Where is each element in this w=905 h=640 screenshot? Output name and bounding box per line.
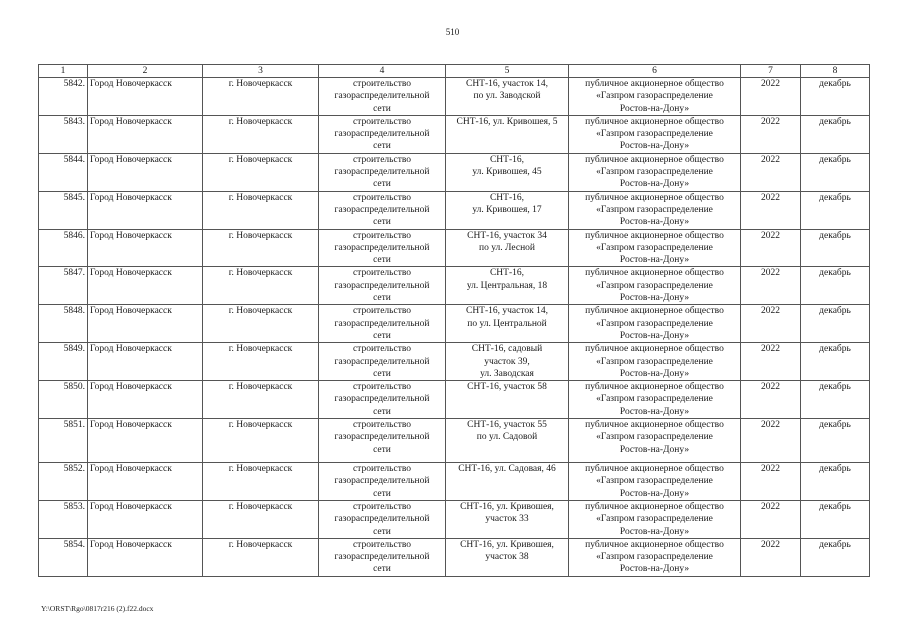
table-row <box>39 78 870 116</box>
organization-cell-line: публичное акционерное общество <box>585 420 724 431</box>
organization-cell <box>569 229 741 267</box>
address-cell <box>446 229 569 267</box>
municipality-cell: Город Новочеркасск <box>88 381 203 419</box>
organization-cell <box>569 343 741 381</box>
col-header-2: 2 <box>88 65 203 78</box>
organization-cell-line: «Газпром газораспределение <box>596 167 713 178</box>
address-cell <box>446 191 569 229</box>
month-cell: декабрь <box>801 381 870 419</box>
table-row <box>39 115 870 153</box>
activity-cell-line: сети <box>373 330 391 341</box>
month-cell: декабрь <box>801 463 870 501</box>
activity-cell-line: строительство <box>352 230 412 241</box>
activity-cell <box>319 78 446 116</box>
organization-cell-line: Ростов-на-Дону» <box>619 179 690 190</box>
row-number-cell: 5850. <box>39 381 88 419</box>
year-cell: 2022 <box>741 463 801 501</box>
activity-cell-line: газораспределительной <box>334 129 430 140</box>
row-number-cell: 5852. <box>39 463 88 501</box>
organization-cell-line: публичное акционерное общество <box>585 539 724 550</box>
municipality-cell: Город Новочеркасск <box>88 500 203 538</box>
municipality-cell: Город Новочеркасск <box>88 463 203 501</box>
month-cell: декабрь <box>801 191 870 229</box>
organization-cell-line: Ростов-на-Дону» <box>619 444 690 455</box>
municipality-cell: Город Новочеркасск <box>88 153 203 191</box>
activity-cell-line: строительство <box>352 192 412 203</box>
activity-cell-line: строительство <box>352 501 412 512</box>
settlement-cell: г. Новочеркасск <box>203 343 319 381</box>
organization-cell-line: публичное акционерное общество <box>585 306 724 317</box>
row-number-cell: 5845. <box>39 191 88 229</box>
month-cell: декабрь <box>801 78 870 116</box>
activity-cell-line: газораспределительной <box>334 318 430 329</box>
municipality-cell: Город Новочеркасск <box>88 191 203 229</box>
address-cell <box>446 463 569 501</box>
organization-cell-line: «Газпром газораспределение <box>596 280 713 291</box>
activity-cell-line: строительство <box>352 306 412 317</box>
organization-cell <box>569 538 741 576</box>
organization-cell-line: публичное акционерное общество <box>585 268 724 279</box>
row-number-cell: 5851. <box>39 419 88 463</box>
settlement-cell: г. Новочеркасск <box>203 538 319 576</box>
organization-cell <box>569 305 741 343</box>
table-row <box>39 191 870 229</box>
activity-cell-line: строительство <box>352 420 412 431</box>
address-cell-line: СНТ-16, ул. Кривошея, <box>460 539 554 550</box>
activity-cell <box>319 538 446 576</box>
year-cell: 2022 <box>741 500 801 538</box>
row-number-cell: 5843. <box>39 115 88 153</box>
address-cell-line: по ул. Центральной <box>467 318 547 329</box>
organization-cell-line: Ростов-на-Дону» <box>619 255 690 266</box>
col-header-8: 8 <box>801 65 870 78</box>
activity-cell-line: строительство <box>352 268 412 279</box>
year-cell: 2022 <box>741 305 801 343</box>
address-cell-line: участок 38 <box>485 552 529 563</box>
address-cell-line: ул. Центральная, 18 <box>466 280 548 291</box>
organization-cell <box>569 153 741 191</box>
activity-cell <box>319 419 446 463</box>
month-cell: декабрь <box>801 229 870 267</box>
row-number-cell: 5844. <box>39 153 88 191</box>
organization-cell <box>569 115 741 153</box>
organization-cell-line: «Газпром газораспределение <box>596 356 713 367</box>
municipality-cell: Город Новочеркасск <box>88 115 203 153</box>
year-cell: 2022 <box>741 343 801 381</box>
activity-cell-line: сети <box>373 179 391 190</box>
activity-cell-line: строительство <box>352 79 412 89</box>
organization-cell <box>569 463 741 501</box>
col-header-4: 4 <box>319 65 446 78</box>
organization-cell-line: Ростов-на-Дону» <box>619 330 690 341</box>
activity-cell-line: газораспределительной <box>334 476 430 487</box>
address-cell <box>446 153 569 191</box>
organization-cell-line: публичное акционерное общество <box>585 192 724 203</box>
table-row <box>39 500 870 538</box>
table-row <box>39 267 870 305</box>
table-row <box>39 305 870 343</box>
month-cell: декабрь <box>801 343 870 381</box>
address-cell <box>446 78 569 116</box>
activity-cell-line: газораспределительной <box>334 204 430 215</box>
address-cell <box>446 500 569 538</box>
table-row <box>39 538 870 576</box>
address-cell-line: по ул. Садовой <box>476 432 538 443</box>
organization-cell-line: «Газпром газораспределение <box>596 514 713 525</box>
organization-cell <box>569 78 741 116</box>
registry-table <box>38 64 870 577</box>
organization-cell-line: «Газпром газораспределение <box>596 432 713 443</box>
organization-cell-line: Ростов-на-Дону» <box>619 103 690 114</box>
settlement-cell: г. Новочеркасск <box>203 500 319 538</box>
year-cell: 2022 <box>741 191 801 229</box>
activity-cell-line: сети <box>373 526 391 537</box>
settlement-cell: г. Новочеркасск <box>203 153 319 191</box>
municipality-cell: Город Новочеркасск <box>88 419 203 463</box>
row-number-cell: 5846. <box>39 229 88 267</box>
table-body <box>39 78 870 577</box>
activity-cell-line: сети <box>373 444 391 455</box>
address-cell-line: СНТ-16, <box>489 268 525 279</box>
organization-cell <box>569 419 741 463</box>
address-cell-line: СНТ-16, <box>489 154 525 165</box>
organization-cell-line: «Газпром газораспределение <box>596 476 713 487</box>
organization-cell-line: «Газпром газораспределение <box>596 394 713 405</box>
organization-cell-line: Ростов-на-Дону» <box>619 526 690 537</box>
address-cell-line: СНТ-16, участок 58 <box>467 382 547 393</box>
organization-cell-line: Ростов-на-Дону» <box>619 293 690 304</box>
year-cell: 2022 <box>741 538 801 576</box>
row-number-cell: 5842. <box>39 78 88 116</box>
address-cell <box>446 305 569 343</box>
activity-cell-line: сети <box>373 488 391 499</box>
table-row <box>39 153 870 191</box>
address-cell-line: СНТ-16, <box>489 192 525 203</box>
row-number-cell: 5853. <box>39 500 88 538</box>
organization-cell <box>569 191 741 229</box>
settlement-cell: г. Новочеркасск <box>203 115 319 153</box>
activity-cell-line: газораспределительной <box>334 394 430 405</box>
address-cell-line: ул. Заводская <box>480 368 534 379</box>
activity-cell <box>319 191 446 229</box>
organization-cell-line: Ростов-на-Дону» <box>619 217 690 228</box>
month-cell: декабрь <box>801 153 870 191</box>
month-cell: декабрь <box>801 305 870 343</box>
organization-cell-line: Ростов-на-Дону» <box>619 368 690 379</box>
settlement-cell: г. Новочеркасск <box>203 78 319 116</box>
year-cell: 2022 <box>741 419 801 463</box>
row-number-cell: 5848. <box>39 305 88 343</box>
address-cell <box>446 381 569 419</box>
activity-cell <box>319 115 446 153</box>
address-cell-line: СНТ-16, участок 55 <box>467 420 547 431</box>
activity-cell-line: сети <box>373 141 391 152</box>
organization-cell <box>569 500 741 538</box>
activity-cell-line: газораспределительной <box>334 356 430 367</box>
address-cell-line: СНТ-16, садовый <box>471 344 543 355</box>
organization-cell-line: «Газпром газораспределение <box>596 242 713 253</box>
col-header-1: 1 <box>39 65 88 78</box>
organization-cell-line: «Газпром газораспределение <box>596 552 713 563</box>
activity-cell-line: газораспределительной <box>334 432 430 443</box>
activity-cell-line: строительство <box>352 464 412 475</box>
col-header-5: 5 <box>446 65 569 78</box>
col-header-6: 6 <box>569 65 741 78</box>
year-cell: 2022 <box>741 153 801 191</box>
activity-cell-line: сети <box>373 103 391 114</box>
address-cell-line: СНТ-16, ул. Кривошея, 5 <box>456 116 558 127</box>
col-header-3: 3 <box>203 65 319 78</box>
settlement-cell: г. Новочеркасск <box>203 381 319 419</box>
organization-cell-line: «Газпром газораспределение <box>596 129 713 140</box>
organization-cell-line: публичное акционерное общество <box>585 464 724 475</box>
activity-cell-line: сети <box>373 368 391 379</box>
organization-cell-line: «Газпром газораспределение <box>596 204 713 215</box>
activity-cell <box>319 229 446 267</box>
activity-cell-line: строительство <box>352 116 412 127</box>
address-cell <box>446 267 569 305</box>
activity-cell-line: строительство <box>352 382 412 393</box>
address-cell <box>446 343 569 381</box>
municipality-cell: Город Новочеркасск <box>88 343 203 381</box>
activity-cell <box>319 267 446 305</box>
activity-cell <box>319 463 446 501</box>
activity-cell <box>319 500 446 538</box>
settlement-cell: г. Новочеркасск <box>203 191 319 229</box>
address-cell-line: СНТ-16, ул. Садовая, 46 <box>458 464 556 475</box>
address-cell-line: по ул. Лесной <box>479 242 535 253</box>
organization-cell-line: публичное акционерное общество <box>585 344 724 355</box>
organization-cell-line: публичное акционерное общество <box>585 382 724 393</box>
table-row <box>39 419 870 463</box>
organization-cell-line: Ростов-на-Дону» <box>619 141 690 152</box>
organization-cell-line: Ростов-на-Дону» <box>619 488 690 499</box>
settlement-cell: г. Новочеркасск <box>203 305 319 343</box>
table-row <box>39 463 870 501</box>
address-cell-line: ул. Кривошея, 17 <box>472 204 542 215</box>
activity-cell <box>319 381 446 419</box>
activity-cell-line: газораспределительной <box>334 280 430 291</box>
address-cell-line: СНТ-16, участок 14, <box>465 79 549 89</box>
activity-cell-line: газораспределительной <box>334 91 430 102</box>
year-cell: 2022 <box>741 267 801 305</box>
address-cell-line: СНТ-16, ул. Кривошея, <box>460 501 554 512</box>
activity-cell-line: сети <box>373 406 391 417</box>
year-cell: 2022 <box>741 78 801 116</box>
row-number-cell: 5849. <box>39 343 88 381</box>
activity-cell-line: сети <box>373 564 391 575</box>
municipality-cell: Город Новочеркасск <box>88 305 203 343</box>
municipality-cell: Город Новочеркасск <box>88 538 203 576</box>
activity-cell-line: строительство <box>352 539 412 550</box>
municipality-cell: Город Новочеркасск <box>88 267 203 305</box>
year-cell: 2022 <box>741 229 801 267</box>
organization-cell-line: «Газпром газораспределение <box>596 91 713 102</box>
address-cell <box>446 419 569 463</box>
table-row <box>39 343 870 381</box>
activity-cell-line: газораспределительной <box>334 552 430 563</box>
address-cell <box>446 115 569 153</box>
month-cell: декабрь <box>801 500 870 538</box>
activity-cell-line: газораспределительной <box>334 514 430 525</box>
month-cell: декабрь <box>801 419 870 463</box>
municipality-cell: Город Новочеркасск <box>88 78 203 116</box>
address-cell-line: участок 39, <box>484 356 530 367</box>
file-path-footer: Y:\ORST\Rgo\0817r216 (2).f22.docx <box>41 604 154 613</box>
organization-cell <box>569 381 741 419</box>
activity-cell-line: сети <box>373 255 391 266</box>
address-cell-line: СНТ-16, участок 34 <box>467 230 547 241</box>
month-cell: декабрь <box>801 538 870 576</box>
organization-cell-line: Ростов-на-Дону» <box>619 406 690 417</box>
settlement-cell: г. Новочеркасск <box>203 229 319 267</box>
settlement-cell: г. Новочеркасск <box>203 267 319 305</box>
activity-cell-line: сети <box>373 217 391 228</box>
year-cell: 2022 <box>741 115 801 153</box>
organization-cell-line: публичное акционерное общество <box>585 154 724 165</box>
address-cell-line: по ул. Заводской <box>473 91 541 102</box>
municipality-cell: Город Новочеркасск <box>88 229 203 267</box>
organization-cell-line: публичное акционерное общество <box>585 501 724 512</box>
activity-cell-line: сети <box>373 293 391 304</box>
activity-cell <box>319 305 446 343</box>
month-cell: декабрь <box>801 267 870 305</box>
row-number-cell: 5854. <box>39 538 88 576</box>
organization-cell <box>569 267 741 305</box>
address-cell-line: участок 33 <box>485 514 529 525</box>
address-cell-line: ул. Кривошея, 45 <box>472 167 542 178</box>
organization-cell-line: Ростов-на-Дону» <box>619 564 690 575</box>
activity-cell-line: газораспределительной <box>334 167 430 178</box>
page-number: 510 <box>445 27 460 37</box>
organization-cell-line: «Газпром газораспределение <box>596 318 713 329</box>
year-cell: 2022 <box>741 381 801 419</box>
activity-cell-line: газораспределительной <box>334 242 430 253</box>
organization-cell-line: публичное акционерное общество <box>585 116 724 127</box>
table-row <box>39 229 870 267</box>
activity-cell-line: строительство <box>352 154 412 165</box>
row-number-cell: 5847. <box>39 267 88 305</box>
table-row <box>39 381 870 419</box>
activity-cell <box>319 343 446 381</box>
organization-cell-line: публичное акционерное общество <box>585 230 724 241</box>
month-cell: декабрь <box>801 115 870 153</box>
address-cell-line: СНТ-16, участок 14, <box>465 306 549 317</box>
column-number-row <box>39 65 870 78</box>
organization-cell-line: публичное акционерное общество <box>585 79 724 89</box>
address-cell <box>446 538 569 576</box>
col-header-7: 7 <box>741 65 801 78</box>
activity-cell-line: строительство <box>352 344 412 355</box>
settlement-cell: г. Новочеркасск <box>203 419 319 463</box>
settlement-cell: г. Новочеркасск <box>203 463 319 501</box>
activity-cell <box>319 153 446 191</box>
